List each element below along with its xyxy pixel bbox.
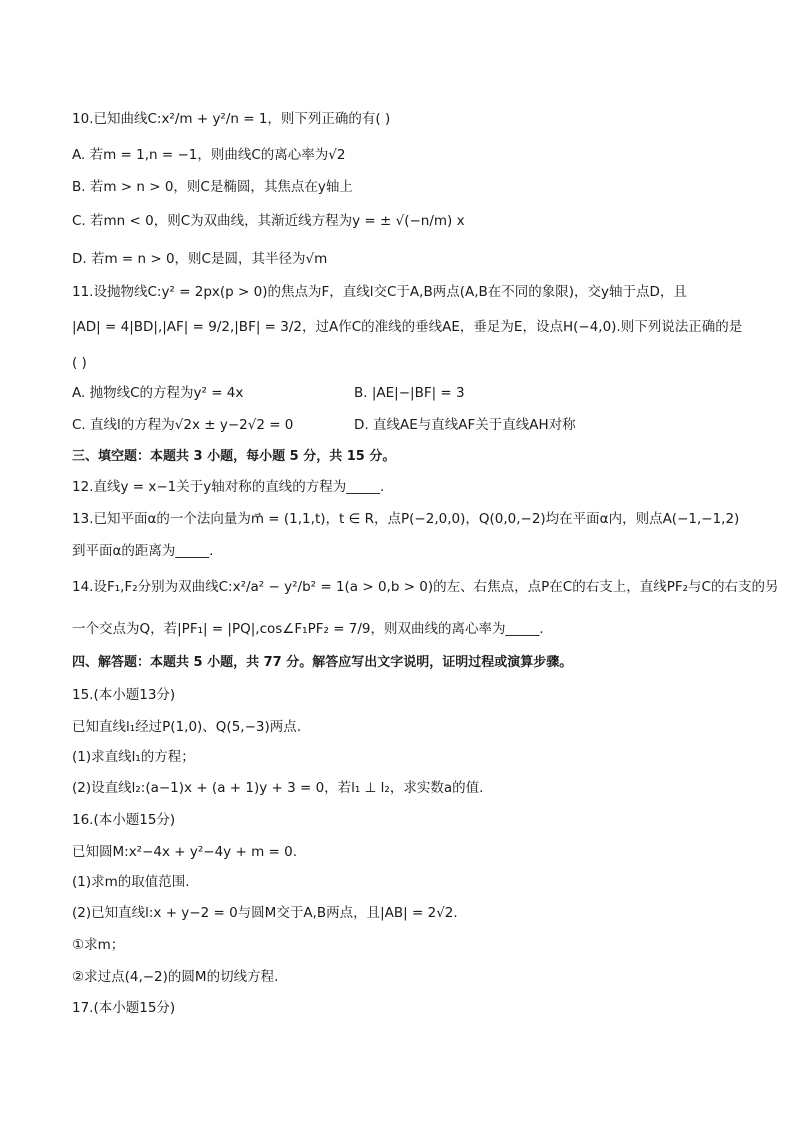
q13-line2: 到平面α的距离为_____. — [72, 543, 214, 559]
q13-line1: 13.已知平面α的一个法向量为m⃗ = (1,1,t)，t ∈ R，点P(−2,0,0)，Q(0,0,−2)均在平面α内，则点A(−1,−1,2) — [72, 511, 740, 527]
q11-stem-line2: |AD| = 4|BD|,|AF| = 9/2,|BF| = 3/2，过A作C的准线的垂线AE，垂足为E，设点H(−4,0).则下列说法正确的是 — [72, 319, 743, 335]
q15-part1: (1)求直线l₁的方程； — [72, 749, 195, 765]
q16-sub2: ②求过点(4,−2)的圆M的切线方程. — [72, 969, 279, 985]
q10-option-d: D. 若m = n > 0，则C是圆，其半径为√m — [72, 251, 328, 267]
q17-header: 17.(本小题15分) — [72, 1000, 176, 1016]
q10-stem: 10.已知曲线C:x²/m + y²/n = 1，则下列正确的有( ) — [72, 111, 391, 127]
q16-sub1: ①求m； — [72, 937, 125, 953]
q15-part2: (2)设直线l₂:(a−1)x + (a + 1)y + 3 = 0，若l₁ ⊥ l₂，求实数a的值. — [72, 780, 484, 796]
q12-text: 12.直线y = x−1关于y轴对称的直线的方程为_____. — [72, 479, 385, 495]
q11-option-d: D. 直线AE与直线AF关于直线AH对称 — [354, 417, 576, 433]
q15-header: 15.(本小题13分) — [72, 687, 176, 703]
q16-stem: 已知圆M:x²−4x + y²−4y + m = 0. — [72, 844, 297, 860]
q11-stem-line1: 11.设抛物线C:y² = 2px(p > 0)的焦点为F，直线l交C于A,B两点(A,B在不同的象限)，交y轴于点D，且 — [72, 284, 687, 300]
q11-option-a: A. 抛物线C的方程为y² = 4x — [72, 385, 244, 401]
q11-option-b: B. |AE|−|BF| = 3 — [354, 385, 465, 401]
q11-stem-line3: ( ) — [72, 355, 87, 371]
q16-header: 16.(本小题15分) — [72, 812, 176, 828]
q14-line2: 一个交点为Q，若|PF₁| = |PQ|,cos∠F₁PF₂ = 7/9，则双曲线的离心率为_____. — [72, 621, 544, 637]
q15-stem: 已知直线l₁经过P(1,0)、Q(5,−3)两点. — [72, 719, 302, 735]
q16-part1: (1)求m的取值范围. — [72, 874, 190, 890]
q16-part2: (2)已知直线l:x + y−2 = 0与圆M交于A,B两点，且|AB| = 2√2. — [72, 905, 458, 921]
q14-line1: 14.设F₁,F₂分别为双曲线C:x²/a² − y²/b² = 1(a > 0,b > 0)的左、右焦点，点P在C的右支上，直线PF₂与C的右支的另 — [72, 579, 779, 595]
q10-option-b: B. 若m > n > 0，则C是椭圆，其焦点在y轴上 — [72, 179, 353, 195]
q11-option-c: C. 直线l的方程为√2x ± y−2√2 = 0 — [72, 417, 294, 433]
q10-option-c: C. 若mn < 0，则C为双曲线，其渐近线方程为y = ± √(−n/m) x — [72, 213, 465, 229]
q10-option-a: A. 若m = 1,n = −1，则曲线C的离心率为√2 — [72, 147, 346, 163]
section-4-heading: 四、解答题：本题共 5 小题，共 77 分。解答应写出文字说明，证明过程或演算步骤。 — [72, 655, 573, 670]
section-3-heading: 三、填空题：本题共 3 小题，每小题 5 分，共 15 分。 — [72, 449, 396, 464]
